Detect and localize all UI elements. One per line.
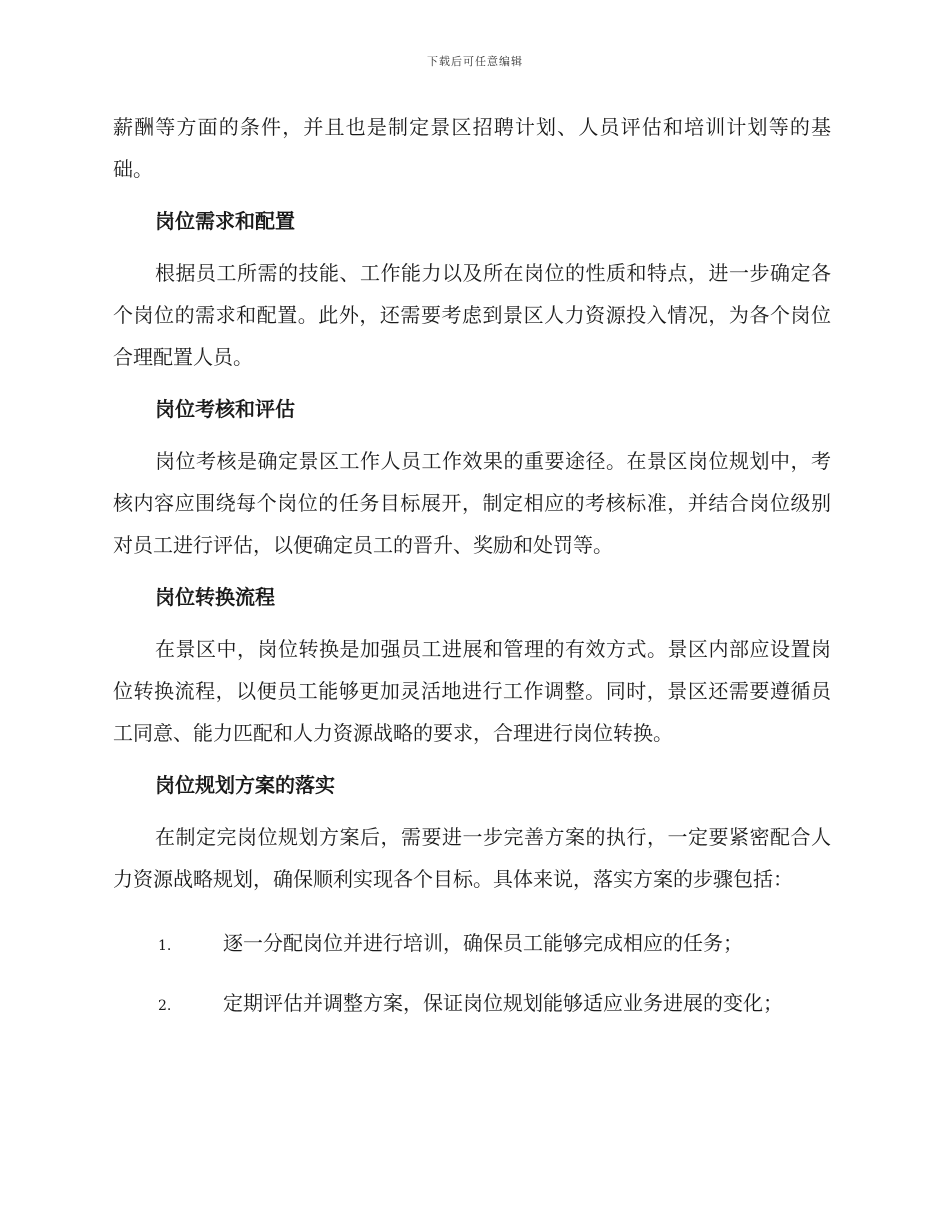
section-body-assessment: 岗位考核是确定景区工作人员工作效果的重要途径。在景区岗位规划中，考核内容应围绕每个岗位的任务目标展开，制定相应的考核标准，并结合岗位级别对员工进行评估，以便确定员工的晋升、奖励和处罚等。	[113, 449, 831, 557]
section-heading-demand: 岗位需求和配置	[155, 209, 295, 233]
list-item	[113, 922, 831, 982]
page-header: 下载后可任意编辑	[427, 55, 523, 68]
document-body	[113, 106, 831, 1042]
section-heading-implementation: 岗位规划方案的落实	[155, 773, 335, 797]
section-heading-transfer: 岗位转换流程	[155, 585, 275, 609]
list-item	[113, 982, 831, 1042]
section-body-implementation: 在制定完岗位规划方案后，需要进一步完善方案的执行，一定要紧密配合人力资源战略规划，确保顺利实现各个目标。具体来说，落实方案的步骤包括：	[113, 825, 831, 891]
section-body-transfer: 在景区中，岗位转换是加强员工进展和管理的有效方式。景区内部应设置岗位转换流程，以便员工能够更加灵活地进行工作调整。同时，景区还需要遵循员工同意、能力匹配和人力资源战略的要求，合理进行岗位转换。	[113, 637, 831, 745]
steps-list	[113, 922, 831, 1042]
section-heading-assessment: 岗位考核和评估	[155, 397, 295, 421]
list-item-number: 2.	[158, 998, 172, 1014]
intro-paragraph: 薪酬等方面的条件，并且也是制定景区招聘计划、人员评估和培训计划等的基础。	[113, 115, 831, 181]
list-item-number: 1.	[158, 938, 172, 954]
section-body-demand: 根据员工所需的技能、工作能力以及所在岗位的性质和特点，进一步确定各个岗位的需求和配置。此外，还需要考虑到景区人力资源投入情况，为各个岗位合理配置人员。	[113, 261, 831, 369]
list-item-text: 逐一分配岗位并进行培训，确保员工能够完成相应的任务；	[223, 931, 743, 955]
list-item-text: 定期评估并调整方案，保证岗位规划能够适应业务进展的变化；	[223, 991, 783, 1015]
